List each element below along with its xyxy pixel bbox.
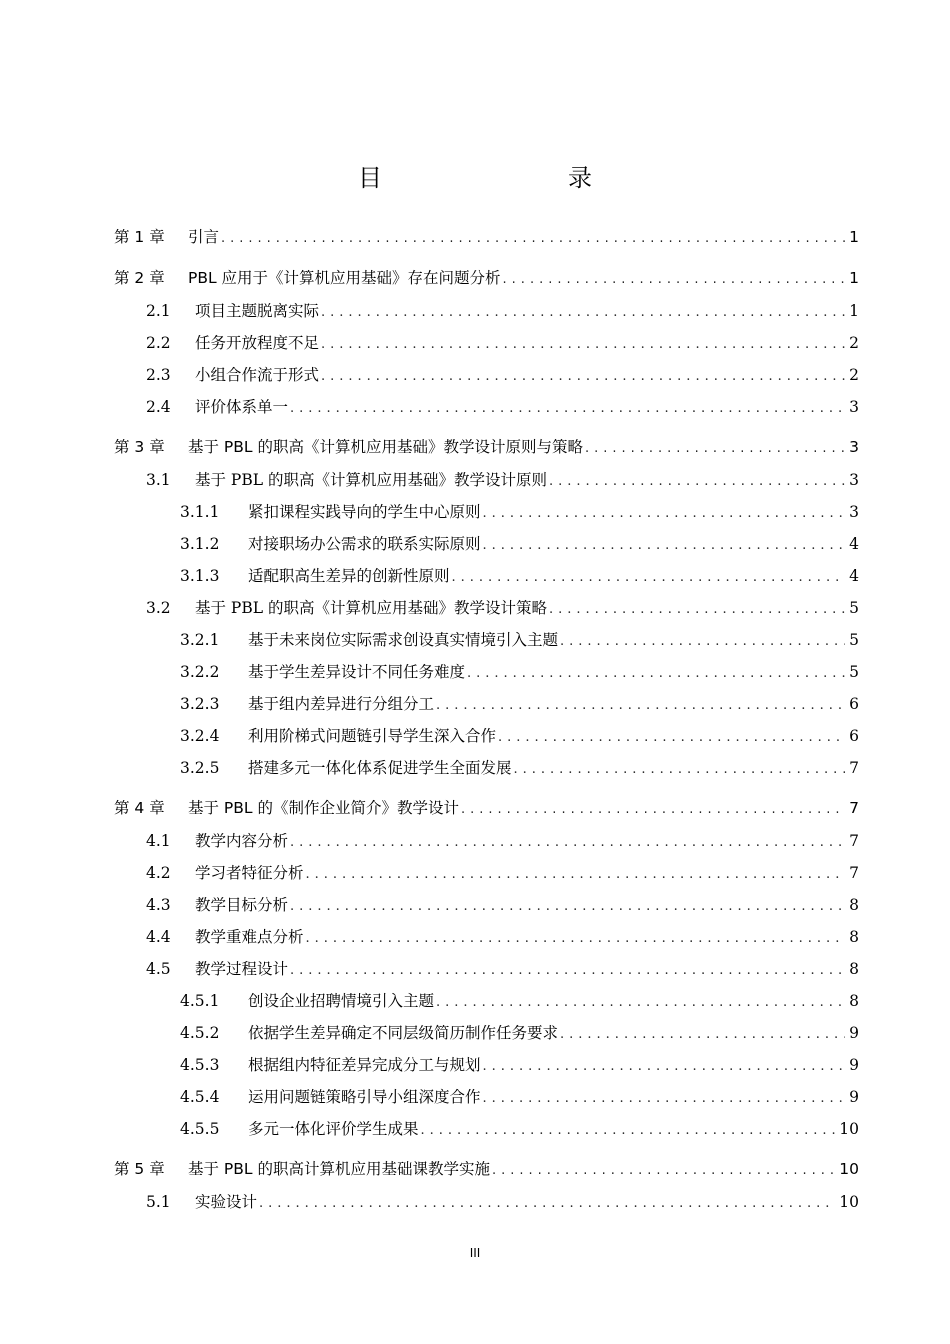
dot-leader [321, 369, 845, 384]
toc-entry[interactable] [146, 957, 859, 981]
toc-entry-title: 基于 PBL 的职高《计算机应用基础》教学设计原则 [195, 471, 547, 489]
toc-entry-number: 3.1.3 [180, 567, 220, 585]
toc-entry[interactable] [180, 989, 859, 1013]
toc-entry[interactable] [146, 829, 859, 853]
toc-entry-page: 7 [849, 759, 859, 777]
toc-entry-number: 第 2 章 [114, 269, 165, 287]
dot-leader [436, 698, 845, 713]
toc-entry-page: 7 [849, 832, 859, 850]
dot-leader [514, 762, 845, 777]
toc-entry-page: 9 [849, 1056, 859, 1074]
toc-entry-page: 5 [849, 663, 859, 681]
toc-entry-page: 2 [849, 334, 859, 352]
toc-entry-title: 教学目标分析 [195, 896, 289, 914]
dot-leader [452, 570, 845, 585]
toc-entry[interactable] [114, 1157, 859, 1181]
toc-entry[interactable] [180, 660, 859, 684]
toc-entry-title: PBL 应用于《计算机应用基础》存在问题分析 [188, 269, 501, 287]
toc-entry-title: 对接职场办公需求的联系实际原则 [248, 535, 481, 553]
dot-leader [306, 867, 845, 882]
toc-entry-number: 4.5.1 [180, 992, 220, 1010]
toc-entry-page: 10 [839, 1160, 859, 1178]
toc-entry[interactable] [146, 925, 859, 949]
toc-entry-title: 评价体系单一 [195, 398, 289, 416]
toc-entry-page: 3 [849, 398, 859, 416]
toc-entry[interactable] [146, 861, 859, 885]
dot-leader [560, 1027, 845, 1042]
toc-entry[interactable] [180, 564, 859, 588]
toc-entry-page: 5 [849, 631, 859, 649]
toc-entry-number: 3.2.2 [180, 663, 220, 681]
toc-entry-number: 3.2.5 [180, 759, 220, 777]
toc-entry-title: 教学重难点分析 [195, 928, 304, 946]
dot-leader [290, 835, 845, 850]
dot-leader [483, 538, 845, 553]
dot-leader [290, 401, 845, 416]
toc-entry[interactable] [180, 628, 859, 652]
toc-entry-number: 3.1.1 [180, 503, 220, 521]
toc-entry-title: 任务开放程度不足 [195, 334, 320, 352]
toc-entry-page: 9 [849, 1024, 859, 1042]
toc-entry-number: 4.2 [146, 864, 171, 882]
toc-entry-title: 基于 PBL 的职高计算机应用基础课教学实施 [188, 1160, 490, 1178]
toc-entry-number: 第 4 章 [114, 799, 165, 817]
toc-entry[interactable] [180, 724, 859, 748]
toc-entry-number: 3.2.3 [180, 695, 220, 713]
dot-leader [259, 1196, 835, 1211]
toc-entry[interactable] [180, 756, 859, 780]
page-number-footer: III [469, 1246, 481, 1260]
toc-entry-number: 3.1.2 [180, 535, 220, 553]
toc-entry-number: 5.1 [146, 1193, 171, 1211]
toc-entry[interactable] [114, 225, 859, 249]
toc-entry-number: 第 3 章 [114, 438, 165, 456]
toc-entry[interactable] [146, 299, 859, 323]
dot-leader [585, 441, 845, 456]
toc-entry-title: 多元一体化评价学生成果 [248, 1120, 419, 1138]
toc-entry-page: 8 [849, 896, 859, 914]
dot-leader [321, 337, 845, 352]
toc-entry-page: 9 [849, 1088, 859, 1106]
toc-entry-title: 教学过程设计 [195, 960, 289, 978]
toc-entry-number: 3.2.1 [180, 631, 220, 649]
dot-leader [461, 802, 845, 817]
toc-entry-number: 4.5 [146, 960, 171, 978]
dot-leader [467, 666, 845, 681]
toc-entry[interactable] [146, 596, 859, 620]
toc-entry-title: 实验设计 [195, 1193, 258, 1211]
toc-entry-page: 10 [839, 1120, 859, 1138]
toc-entry-number: 2.3 [146, 366, 171, 384]
toc-entry[interactable] [146, 395, 859, 419]
dot-leader [221, 231, 845, 246]
toc-entry-number: 2.1 [146, 302, 171, 320]
toc-entry[interactable] [180, 1021, 859, 1045]
dot-leader [290, 963, 845, 978]
toc-entry-title: 基于学生差异设计不同任务难度 [248, 663, 466, 681]
toc-entry-number: 4.4 [146, 928, 171, 946]
toc-entry-page: 1 [849, 302, 859, 320]
dot-leader [483, 506, 845, 521]
toc-entry[interactable] [180, 1085, 859, 1109]
toc-entry-number: 4.5.5 [180, 1120, 220, 1138]
toc-entry-number: 2.2 [146, 334, 171, 352]
toc-entry-title: 创设企业招聘情境引入主题 [248, 992, 435, 1010]
dot-leader [421, 1123, 836, 1138]
toc-entry[interactable] [146, 1190, 859, 1214]
toc-entry-page: 7 [849, 799, 859, 817]
toc-entry[interactable] [180, 500, 859, 524]
toc-entry-title: 引言 [188, 228, 220, 246]
toc-entry[interactable] [180, 1117, 859, 1141]
page-title: 目 录 [358, 164, 638, 192]
toc-entry-number: 4.5.4 [180, 1088, 220, 1106]
toc-entry[interactable] [114, 435, 859, 459]
toc-entry-page: 8 [849, 928, 859, 946]
toc-entry-number: 第 1 章 [114, 228, 165, 246]
toc-entry-title: 搭建多元一体化体系促进学生全面发展 [248, 759, 512, 777]
toc-entry[interactable] [180, 692, 859, 716]
dot-leader [549, 474, 845, 489]
toc-entry-page: 1 [849, 269, 859, 287]
toc-entry-number: 2.4 [146, 398, 171, 416]
toc-entry-number: 第 5 章 [114, 1160, 165, 1178]
toc-entry[interactable] [146, 363, 859, 387]
toc-entry-page: 8 [849, 960, 859, 978]
toc-entry-title: 基于 PBL 的职高《计算机应用基础》教学设计策略 [195, 599, 547, 617]
toc-entry-title: 根据组内特征差异完成分工与规划 [248, 1056, 481, 1074]
toc-entry-title: 学习者特征分析 [195, 864, 304, 882]
toc-entry-number: 4.3 [146, 896, 171, 914]
toc-entry-title: 运用问题链策略引导小组深度合作 [248, 1088, 481, 1106]
toc-entry-title: 适配职高生差异的创新性原则 [248, 567, 450, 585]
dot-leader [560, 634, 845, 649]
toc-entry-number: 4.5.2 [180, 1024, 220, 1042]
toc-entry-title: 小组合作流于形式 [195, 366, 320, 384]
dot-leader [498, 730, 845, 745]
toc-entry-title: 基于 PBL 的《制作企业简介》教学设计 [188, 799, 459, 817]
toc-entry[interactable] [180, 1053, 859, 1077]
toc-entry[interactable] [146, 893, 859, 917]
toc-entry-title: 利用阶梯式问题链引导学生深入合作 [248, 727, 497, 745]
toc-entry-page: 4 [849, 535, 859, 553]
dot-leader [503, 272, 845, 287]
dot-leader [483, 1091, 845, 1106]
toc-entry-page: 5 [849, 599, 859, 617]
dot-leader [321, 305, 845, 320]
toc-entry-page: 8 [849, 992, 859, 1010]
toc-entry-title: 项目主题脱离实际 [195, 302, 320, 320]
dot-leader [549, 602, 845, 617]
toc-entry[interactable] [114, 266, 859, 290]
toc-entry-title: 依据学生差异确定不同层级简历制作任务要求 [248, 1024, 559, 1042]
toc-entry-page: 6 [849, 695, 859, 713]
toc-entry-number: 3.2 [146, 599, 171, 617]
toc-entry[interactable] [146, 468, 859, 492]
toc-entry-number: 3.1 [146, 471, 171, 489]
toc-entry-page: 3 [849, 438, 859, 456]
toc-entry[interactable] [180, 532, 859, 556]
dot-leader [306, 931, 845, 946]
toc-entry-number: 4.1 [146, 832, 171, 850]
toc-entry-title: 基于组内差异进行分组分工 [248, 695, 435, 713]
dot-leader [483, 1059, 845, 1074]
toc-entry-page: 10 [839, 1193, 859, 1211]
dot-leader [290, 899, 845, 914]
toc-entry[interactable] [146, 331, 859, 355]
toc-entry-page: 7 [849, 864, 859, 882]
toc-entry-title: 紧扣课程实践导向的学生中心原则 [248, 503, 481, 521]
dot-leader [436, 995, 845, 1010]
toc-entry-page: 3 [849, 503, 859, 521]
toc-entry-page: 4 [849, 567, 859, 585]
toc-entry-number: 4.5.3 [180, 1056, 220, 1074]
toc-entry-number: 3.2.4 [180, 727, 220, 745]
toc-entry-page: 6 [849, 727, 859, 745]
toc-entry-page: 1 [849, 228, 859, 246]
toc-entry-page: 2 [849, 366, 859, 384]
toc-entry-title: 基于未来岗位实际需求创设真实情境引入主题 [248, 631, 559, 649]
toc-entry-title: 基于 PBL 的职高《计算机应用基础》教学设计原则与策略 [188, 438, 583, 456]
dot-leader [492, 1163, 835, 1178]
toc-entry-title: 教学内容分析 [195, 832, 289, 850]
toc-entry-page: 3 [849, 471, 859, 489]
toc-entry[interactable] [114, 796, 859, 820]
